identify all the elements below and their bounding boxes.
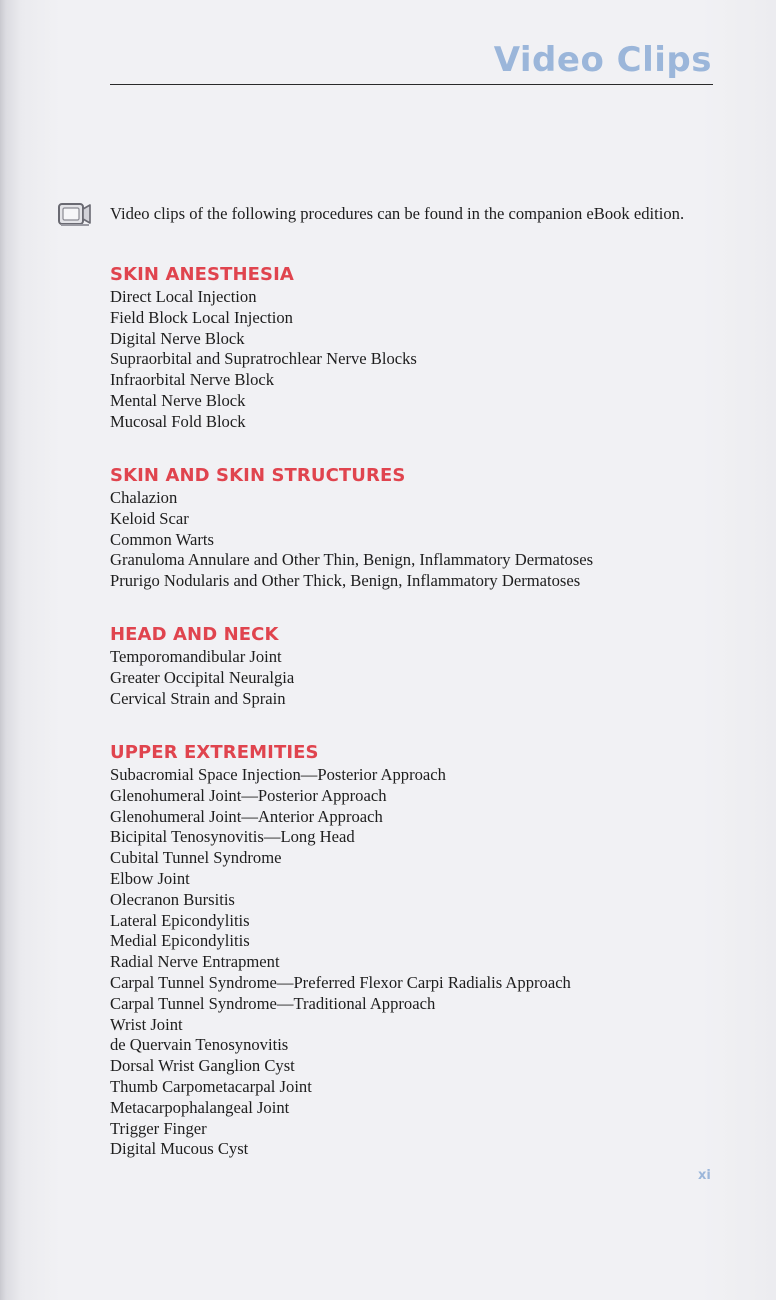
list-item: Cervical Strain and Sprain — [110, 688, 286, 708]
list-item: Direct Local Injection — [110, 287, 257, 306]
section-heading: UPPER EXTREMITIES — [110, 742, 319, 763]
list-item: Carpal Tunnel Syndrome—Traditional Approach — [110, 993, 436, 1013]
section-heading: HEAD AND NECK — [110, 624, 279, 645]
page-number: xi — [698, 1168, 711, 1183]
list-item: Metacarpophalangeal Joint — [110, 1097, 290, 1117]
section-head-and-neck — [110, 623, 730, 709]
list-item: Digital Mucous Cyst — [110, 1139, 249, 1159]
list-item: Prurigo Nodularis and Other Thick, Benign, Inflammatory Dermatoses — [110, 571, 581, 591]
list-item: Mucosal Fold Block — [110, 411, 246, 431]
list-item: Lateral Epicondylitis — [110, 910, 250, 930]
list-item: Thumb Carpometacarpal Joint — [110, 1076, 312, 1096]
list-item: Trigger Finger — [110, 1118, 207, 1138]
list-item: Common Warts — [110, 529, 214, 549]
list-item: de Quervain Tenosynovitis — [110, 1035, 289, 1055]
list-item: Digital Nerve Block — [110, 328, 245, 348]
list-item: Subacromial Space Injection—Posterior Approach — [110, 765, 446, 784]
list-item: Mental Nerve Block — [110, 390, 246, 410]
section-upper-extremities — [110, 741, 730, 1160]
procedure-list — [110, 765, 730, 1160]
list-item: Chalazion — [110, 488, 178, 507]
section-skin-anesthesia — [110, 263, 730, 433]
procedure-list — [110, 287, 730, 433]
list-item: Infraorbital Nerve Block — [110, 370, 275, 390]
section-heading: SKIN ANESTHESIA — [110, 264, 294, 285]
list-item: Carpal Tunnel Syndrome—Preferred Flexor Carpi Radialis Approach — [110, 972, 571, 992]
list-item: Radial Nerve Entrapment — [110, 952, 280, 972]
list-item: Keloid Scar — [110, 508, 189, 528]
video-clip-icon — [57, 200, 93, 228]
title-rule — [110, 84, 713, 85]
list-item: Medial Epicondylitis — [110, 931, 250, 951]
list-item: Cubital Tunnel Syndrome — [110, 848, 282, 868]
procedure-list — [110, 647, 730, 709]
list-item: Bicipital Tenosynovitis—Long Head — [110, 827, 355, 847]
list-item: Olecranon Bursitis — [110, 889, 235, 909]
list-item: Glenohumeral Joint—Anterior Approach — [110, 806, 383, 826]
list-item: Wrist Joint — [110, 1014, 183, 1034]
list-item: Greater Occipital Neuralgia — [110, 667, 295, 687]
list-item: Field Block Local Injection — [110, 307, 293, 327]
intro-text: Video clips of the following procedures can be found in the companion eBook edition. — [110, 204, 685, 223]
section-heading: SKIN AND SKIN STRUCTURES — [110, 465, 406, 486]
list-item: Granuloma Annulare and Other Thin, Benign, Inflammatory Dermatoses — [110, 550, 594, 570]
list-item: Temporomandibular Joint — [110, 647, 282, 666]
list-item: Dorsal Wrist Ganglion Cyst — [110, 1056, 295, 1076]
list-item: Elbow Joint — [110, 868, 190, 888]
list-item: Supraorbital and Supratrochlear Nerve Blocks — [110, 349, 417, 369]
list-item: Glenohumeral Joint—Posterior Approach — [110, 785, 387, 805]
procedure-list — [110, 488, 730, 592]
page-title: Video Clips — [493, 40, 712, 80]
section-skin-and-skin-structures — [110, 464, 730, 592]
